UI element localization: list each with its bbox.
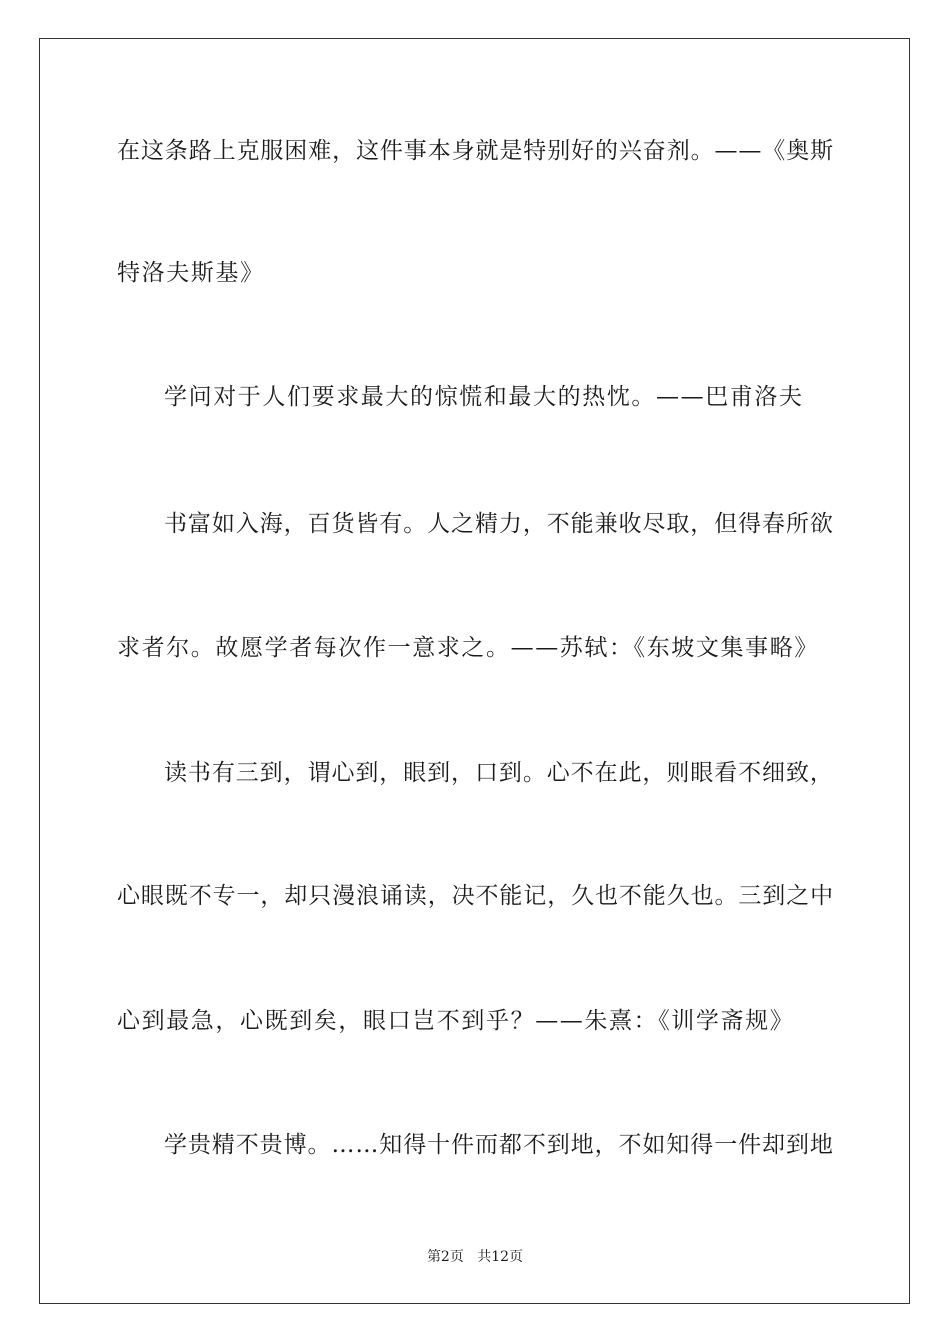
- text-line: 在这条路上克服困难，这件事本身就是特别好的兴奋剂。——《奥斯: [117, 138, 834, 164]
- text-line: 学问对于人们要求最大的惊慌和最大的热忱。——巴甫洛夫: [164, 384, 804, 410]
- page-footer: [0, 1248, 950, 1266]
- text-line: 读书有三到，谓心到，眼到，口到。心不在此，则眼看不细致，: [164, 760, 834, 786]
- text-line: 求者尔。故愿学者每次作一意求之。——苏轼：《东坡文集事略》: [117, 635, 819, 661]
- text-line: 心眼既不专一，却只漫浪诵读，决不能记，久也不能久也。三到之中: [117, 883, 834, 909]
- page-number: 第2页: [426, 1249, 464, 1265]
- text-line: 心到最急，心既到矣，眼口岂不到乎？——朱熹：《训学斋规》: [117, 1008, 795, 1034]
- page-total: 共12页: [477, 1249, 524, 1265]
- text-line: 特洛夫斯基》: [117, 260, 265, 286]
- text-line: 学贵精不贵博。……知得十件而都不到地，不如知得一件却到地: [164, 1132, 834, 1158]
- text-line: 书富如入海，百货皆有。人之精力，不能兼收尽取，但得春所欲: [164, 511, 834, 537]
- page-border: [39, 38, 910, 1304]
